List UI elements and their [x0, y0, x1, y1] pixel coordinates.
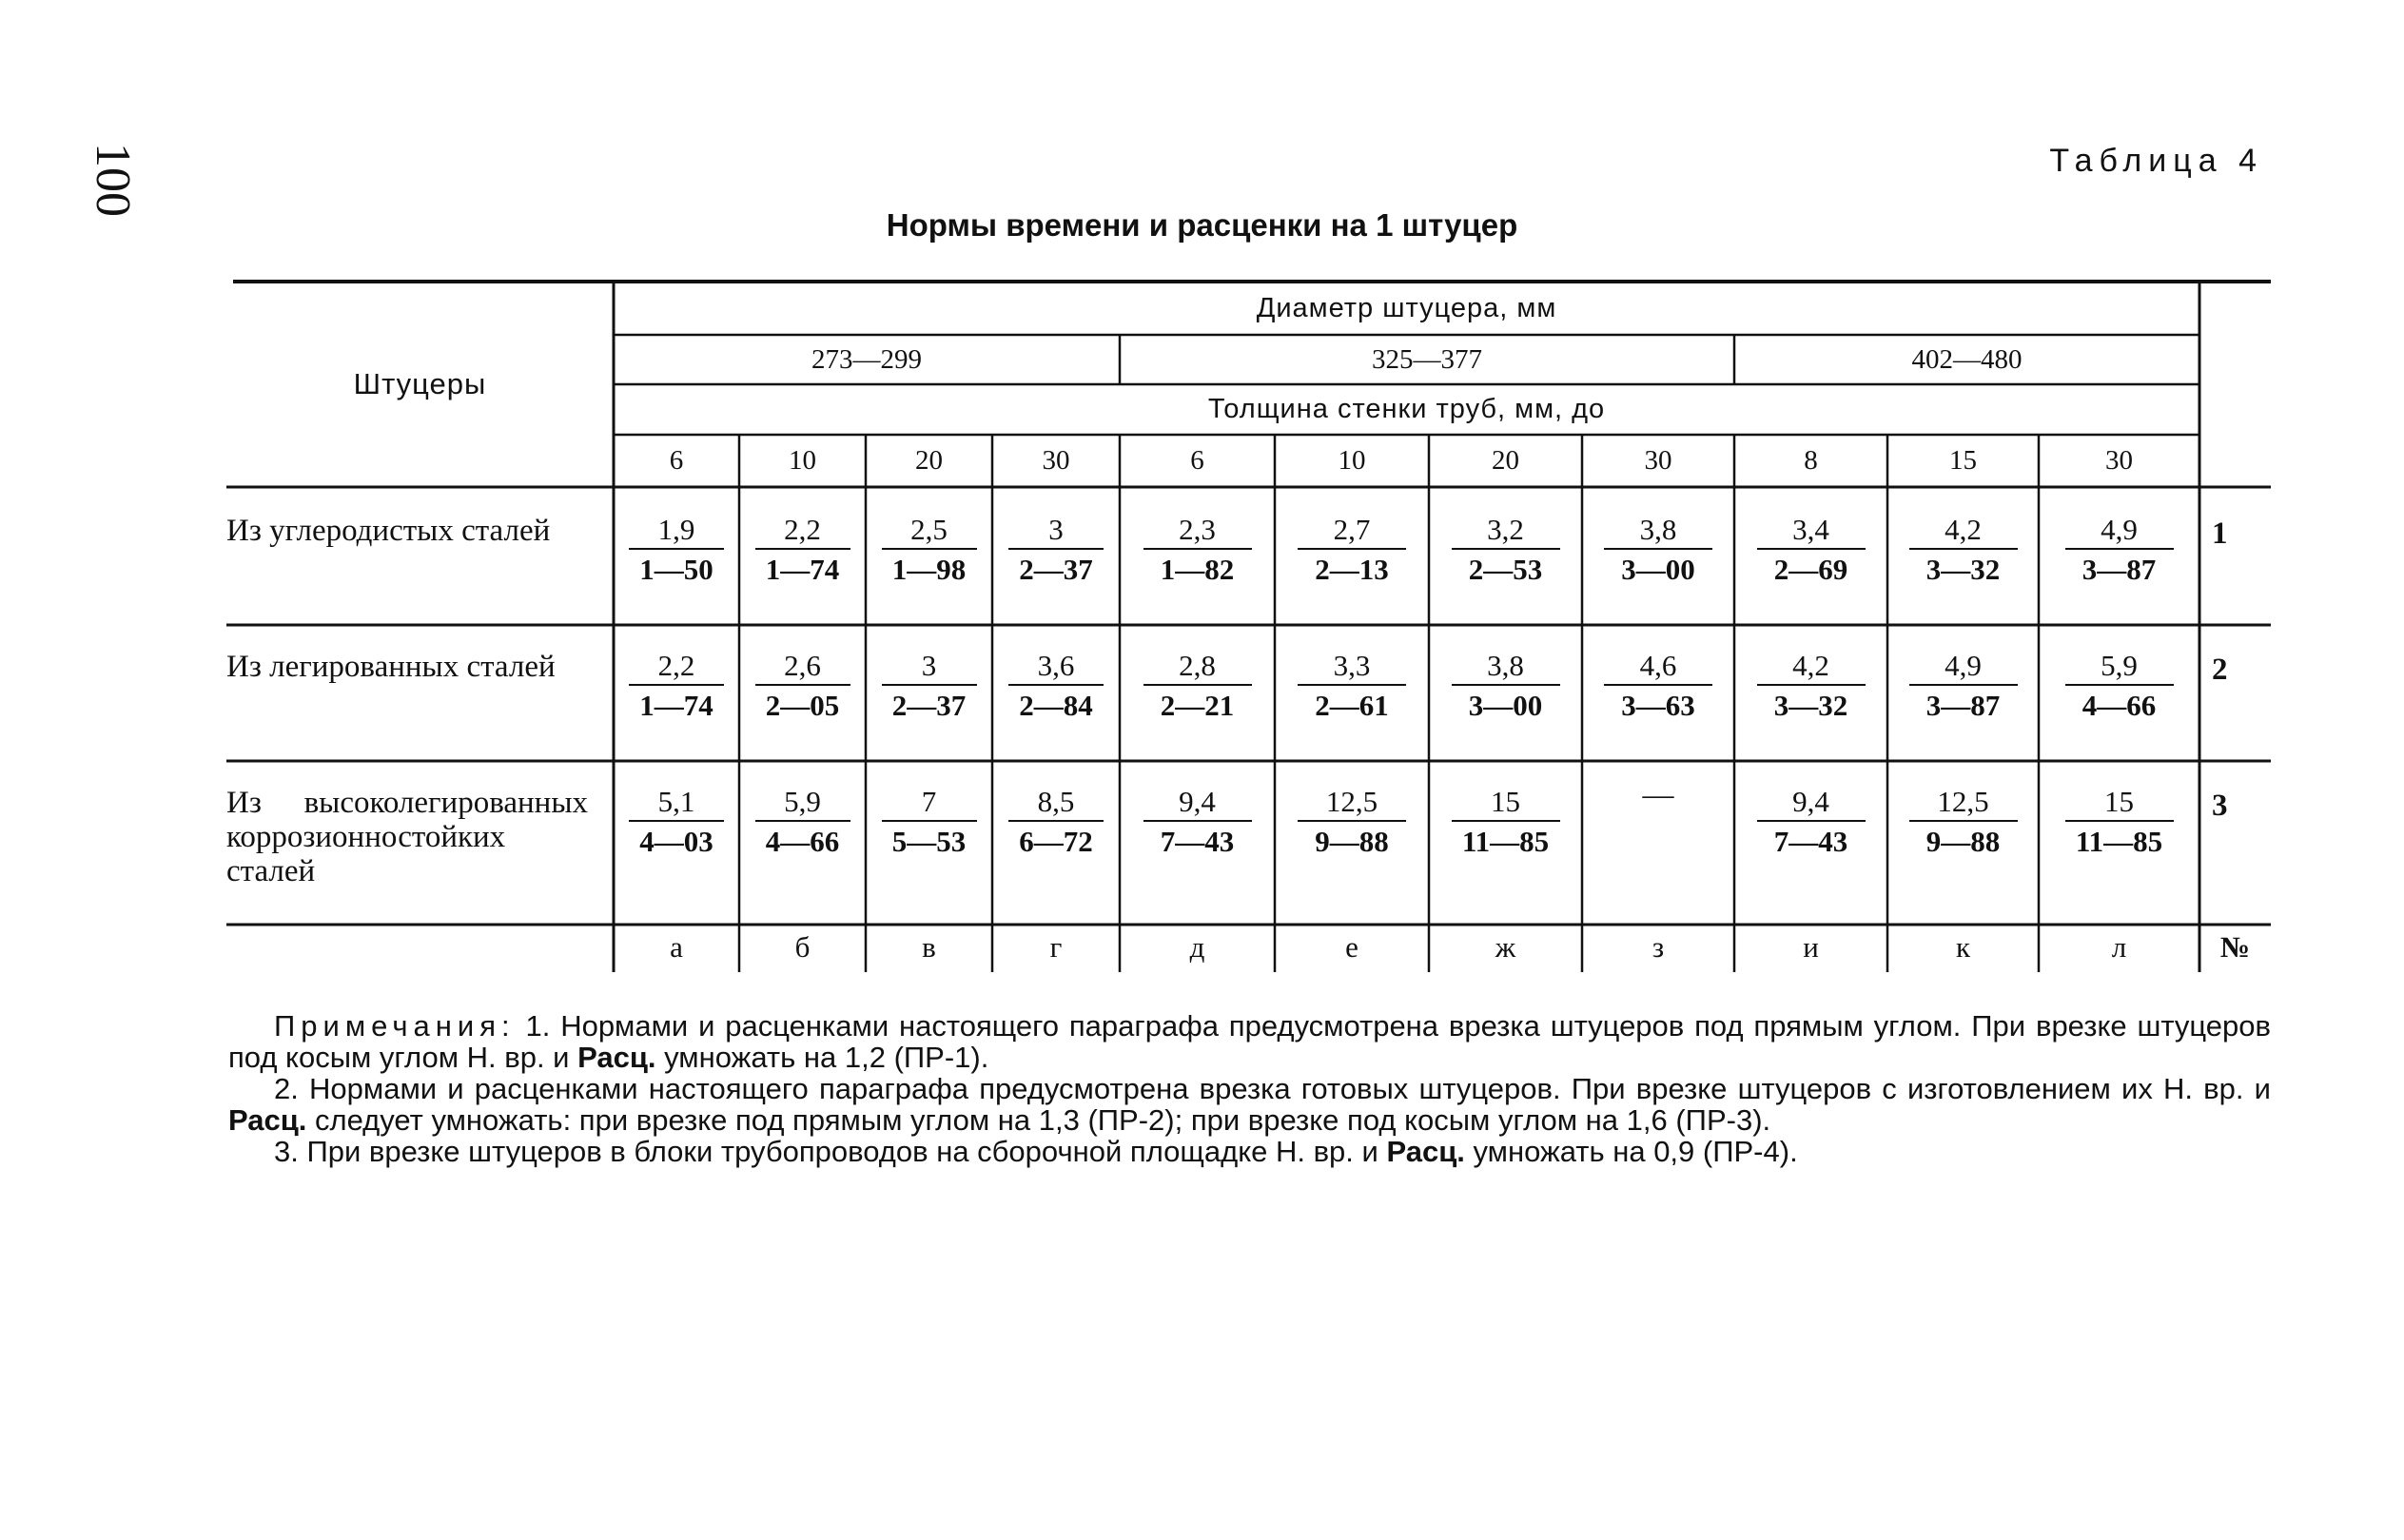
thickness-cell: 30	[1042, 445, 1070, 476]
column-code: з	[1652, 930, 1665, 964]
price-rate: 4—03	[639, 825, 713, 858]
notes	[228, 1010, 2271, 1167]
rate-cell	[874, 648, 985, 724]
thickness-cell: 10	[789, 445, 816, 476]
time-norm: 2,5	[910, 513, 948, 546]
header-group-2: 325—377	[1372, 343, 1482, 375]
price-rate: 1—74	[765, 553, 840, 586]
time-norm: 4,9	[1945, 649, 1982, 682]
time-norm: 7	[921, 785, 937, 818]
thickness-cell: 10	[1338, 445, 1366, 476]
time-norm: 2,8	[1179, 649, 1216, 682]
row-number: 1	[2212, 517, 2228, 551]
price-rate: 2—84	[1019, 689, 1093, 722]
time-norm: 2,3	[1179, 513, 1216, 546]
rate-cell	[874, 784, 985, 860]
rate-cell	[1902, 784, 2025, 860]
price-rate: 2—13	[1315, 553, 1389, 586]
thickness-cell: 15	[1949, 445, 1977, 476]
rate-cell	[1290, 648, 1414, 724]
rate-cell	[1136, 512, 1260, 588]
header-wall-thickness: Толщина стенки труб, мм, до	[1207, 394, 1606, 424]
time-norm: 3,3	[1333, 649, 1371, 682]
rate-cell	[2058, 512, 2181, 588]
price-rate: 2—05	[765, 689, 840, 722]
note-3-bold: Расц.	[1386, 1135, 1465, 1168]
price-rate: 1—50	[639, 553, 713, 586]
time-norm: 2,7	[1333, 513, 1371, 546]
thickness-cell: 30	[2105, 445, 2133, 476]
time-norm: 5,9	[2101, 649, 2138, 682]
time-norm: 9,4	[1792, 785, 1829, 818]
price-rate: 1—98	[891, 553, 967, 586]
time-norm: 3	[921, 649, 937, 682]
note-2	[228, 1073, 2271, 1136]
rate-cell	[748, 512, 858, 588]
table-title: Нормы времени и расценки на 1 штуцер	[886, 207, 1518, 243]
price-rate: 3—87	[1925, 689, 2001, 722]
rate-cell	[1290, 784, 1414, 860]
thickness-cell: 6	[669, 445, 684, 476]
time-norm: 3,8	[1639, 513, 1677, 546]
row-number: 2	[2212, 653, 2228, 687]
price-rate: 3—87	[2082, 553, 2157, 586]
price-rate: 1—74	[639, 689, 713, 722]
note-2-text: 2. Нормами и расценками настоящего параграфа предусмотрена врезка готовых штуцеров. При врезке штуцеров с изготовлением их Н. вр. и	[274, 1072, 2271, 1105]
notes-heading: Примечания:	[274, 1009, 516, 1043]
rate-cell	[1001, 784, 1111, 860]
price-rate: 2—53	[1468, 553, 1543, 586]
header-diameter: Диаметр штуцера, мм	[1256, 292, 1557, 323]
price-rate: 4—66	[765, 825, 840, 858]
price-rate: 3—63	[1621, 689, 1695, 722]
thickness-cell: 8	[1804, 445, 1818, 476]
price-rate: 7—43	[1160, 825, 1235, 858]
note-1	[228, 1010, 2271, 1073]
num-label: №	[2219, 930, 2251, 964]
thickness-cell: 30	[1644, 445, 1672, 476]
rate-cell	[1136, 784, 1260, 860]
rate-cell	[1001, 648, 1111, 724]
price-rate: 9—88	[1925, 825, 2001, 858]
column-code: е	[1345, 930, 1358, 964]
note-1-bold: Расц.	[577, 1041, 656, 1074]
price-rate: 4—66	[2082, 689, 2157, 722]
row-name-carbon: Из углеродистых сталей	[226, 514, 551, 548]
row-name-high-alloy: Из высоколегированных коррозионностойких сталей	[226, 786, 588, 888]
rate-cell	[1444, 512, 1568, 588]
time-norm: 3,8	[1487, 649, 1524, 682]
time-norm: 5,1	[657, 785, 695, 818]
time-norm: 3,4	[1792, 513, 1829, 546]
rate-cell	[1136, 648, 1260, 724]
note-3-text: 3. При врезке штуцеров в блоки трубопроводов на сборочной площадке Н. вр. и	[274, 1135, 1387, 1168]
note-3-tail: умножать на 0,9 (ПР-4).	[1464, 1135, 1798, 1168]
rate-cell	[874, 512, 985, 588]
time-norm: 15	[2104, 785, 2134, 818]
price-rate: 3—00	[1621, 553, 1695, 586]
rate-cell	[1749, 648, 1873, 724]
time-norm: 3	[1048, 513, 1064, 546]
note-2-tail: следует умножать: при врезке под прямым углом на 1,3 (ПР-2); при врезке под косым углом на 1,6 (ПР-3).	[306, 1103, 1771, 1137]
rate-cell	[748, 784, 858, 860]
rate-cell	[1902, 512, 2025, 588]
price-rate: 2—69	[1773, 553, 1848, 586]
thickness-cell: 20	[1492, 445, 1519, 476]
time-norm: 4,2	[1945, 513, 1982, 546]
header-group-1: 273—299	[811, 343, 922, 375]
price-rate: 3—32	[1925, 553, 2001, 586]
price-rate: 6—72	[1019, 825, 1093, 858]
column-code: д	[1189, 930, 1205, 964]
thickness-cell: 6	[1190, 445, 1204, 476]
time-norm: 4,9	[2101, 513, 2138, 546]
column-code: ж	[1495, 930, 1516, 964]
time-norm: 2,2	[657, 649, 695, 682]
header-group-3: 402—480	[1911, 343, 2023, 375]
time-norm: 9,4	[1179, 785, 1216, 818]
rate-cell	[621, 512, 732, 588]
header-stub: Штуцеры	[353, 367, 487, 400]
price-rate: 11—85	[2075, 825, 2163, 858]
price-rate: 2—21	[1160, 689, 1235, 722]
note-1-text: 1. Нормами и расценками настоящего параграфа предусмотрена врезка штуцеров под прямым углом. При врезке штуцеров под косым углом Н. вр. и	[228, 1009, 2271, 1074]
time-norm: 2,2	[784, 513, 821, 546]
row-name-alloy: Из легированных сталей	[226, 650, 556, 684]
rate-cell	[748, 648, 858, 724]
price-rate: 7—43	[1773, 825, 1848, 858]
thickness-cell: 20	[915, 445, 943, 476]
column-code: б	[794, 930, 811, 964]
price-rate: 3—32	[1773, 689, 1848, 722]
time-norm: 15	[1491, 785, 1520, 818]
rate-cell	[1749, 784, 1873, 860]
rate-cell	[1596, 648, 1720, 724]
rate-cell	[1749, 512, 1873, 588]
page-number: 100	[86, 143, 140, 217]
rate-cell	[1001, 512, 1111, 588]
time-norm: 8,5	[1037, 785, 1075, 818]
column-code: г	[1049, 930, 1063, 964]
time-norm: 2,6	[784, 649, 821, 682]
time-norm: 4,2	[1792, 649, 1829, 682]
price-rate: 3—00	[1468, 689, 1543, 722]
price-rate: 5—53	[891, 825, 967, 858]
rate-cell	[1444, 648, 1568, 724]
rate-cell	[621, 784, 732, 860]
column-code: и	[1803, 930, 1819, 964]
rate-cell	[1902, 648, 2025, 724]
price-rate: 2—37	[891, 689, 967, 722]
time-norm: 3,2	[1487, 513, 1524, 546]
rate-cell	[2058, 648, 2181, 724]
note-2-bold: Расц.	[228, 1103, 307, 1137]
price-rate: 2—37	[1019, 553, 1093, 586]
time-norm: 12,5	[1937, 785, 1989, 818]
price-rate: 1—82	[1160, 553, 1235, 586]
time-norm: 5,9	[784, 785, 821, 818]
price-rate: 9—88	[1315, 825, 1389, 858]
rate-cell	[1444, 784, 1568, 860]
table-label: Таблица 4	[2049, 143, 2263, 179]
column-code: в	[922, 930, 936, 964]
note-1-tail: умножать на 1,2 (ПР-1).	[655, 1041, 989, 1074]
time-norm: 1,9	[657, 513, 695, 546]
rate-cell	[2058, 784, 2181, 860]
price-rate: 11—85	[1461, 825, 1550, 858]
time-norm: 4,6	[1639, 649, 1677, 682]
column-code: а	[670, 930, 683, 964]
price-rate: 2—61	[1315, 689, 1389, 722]
column-code: л	[2111, 930, 2127, 964]
rate-cell	[1596, 512, 1720, 588]
time-norm: 12,5	[1325, 785, 1378, 818]
row-number: 3	[2212, 789, 2228, 823]
time-norm: 3,6	[1037, 649, 1075, 682]
rate-cell	[1290, 512, 1414, 588]
note-3	[228, 1136, 2271, 1167]
rate-cell	[621, 648, 732, 724]
empty-value-dash: —	[1642, 778, 1674, 812]
column-code: к	[1955, 930, 1971, 964]
